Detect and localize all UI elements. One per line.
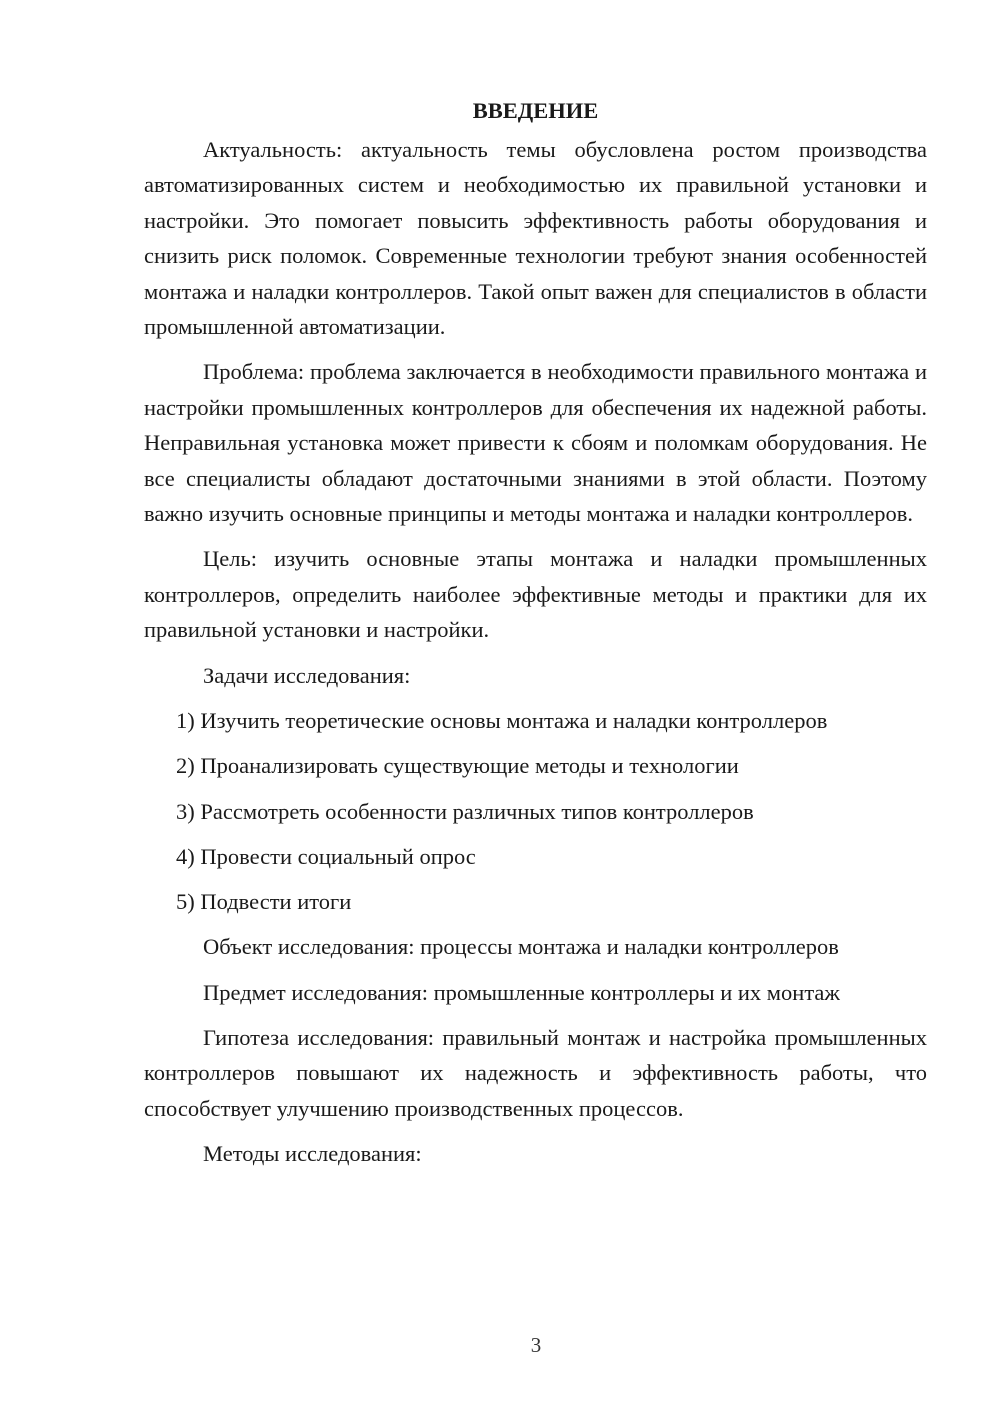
research-subject: Предмет исследования: промышленные контроллеры и их монтаж bbox=[203, 979, 840, 1005]
task-item: 5) Подвести итоги bbox=[176, 888, 352, 914]
task-item: 1) Изучить теоретические основы монтажа и наладки контроллеров bbox=[176, 708, 828, 734]
methods-heading: Методы исследования: bbox=[203, 1141, 422, 1167]
page-title: ВВЕДЕНИЕ bbox=[472, 98, 599, 123]
research-object: Объект исследования: процессы монтажа и наладки контроллеров bbox=[203, 934, 839, 960]
task-item: 2) Проанализировать существующие методы и технологии bbox=[176, 753, 739, 779]
page-content bbox=[144, 96, 927, 1182]
tasks-list bbox=[144, 703, 927, 919]
page-number: 3 bbox=[530, 1333, 542, 1357]
task-item: 4) Провести социальный опрос bbox=[176, 843, 476, 869]
relevance-paragraph: Актуальность: актуальность темы обусловлена ростом производства автоматизированных систем и необходимостью их правильной установки и настройки. Это помогает повысить эффективность работы оборудования и снизить риск поломок. Современные технологии требуют знания особенностей монтажа и наладки контроллеров. Такой опыт важен для специалистов в области промышленной автоматизации. bbox=[144, 137, 927, 340]
problem-paragraph: Проблема: проблема заключается в необходимости правильного монтажа и настройки промышленных контроллеров для обеспечения их надежной работы. Неправильная установка может привести к сбоям и поломкам оборудования. Не все специалисты обладают достаточными знаниями в этой области. Поэтому важно изучить основные принципы и методы монтажа и наладки контроллеров. bbox=[144, 359, 927, 527]
tasks-heading: Задачи исследования: bbox=[203, 662, 411, 688]
task-item: 3) Рассмотреть особенности различных типов контроллеров bbox=[176, 798, 754, 824]
goal-paragraph: Цель: изучить основные этапы монтажа и наладки промышленных контроллеров, определить наиболее эффективные методы и практики для их правильной установки и настройки. bbox=[144, 546, 927, 643]
hypothesis-paragraph: Гипотеза исследования: правильный монтаж и настройка промышленных контроллеров повышают их надежность и эффективность работы, что способствует улучшению производственных процессов. bbox=[144, 1024, 927, 1121]
